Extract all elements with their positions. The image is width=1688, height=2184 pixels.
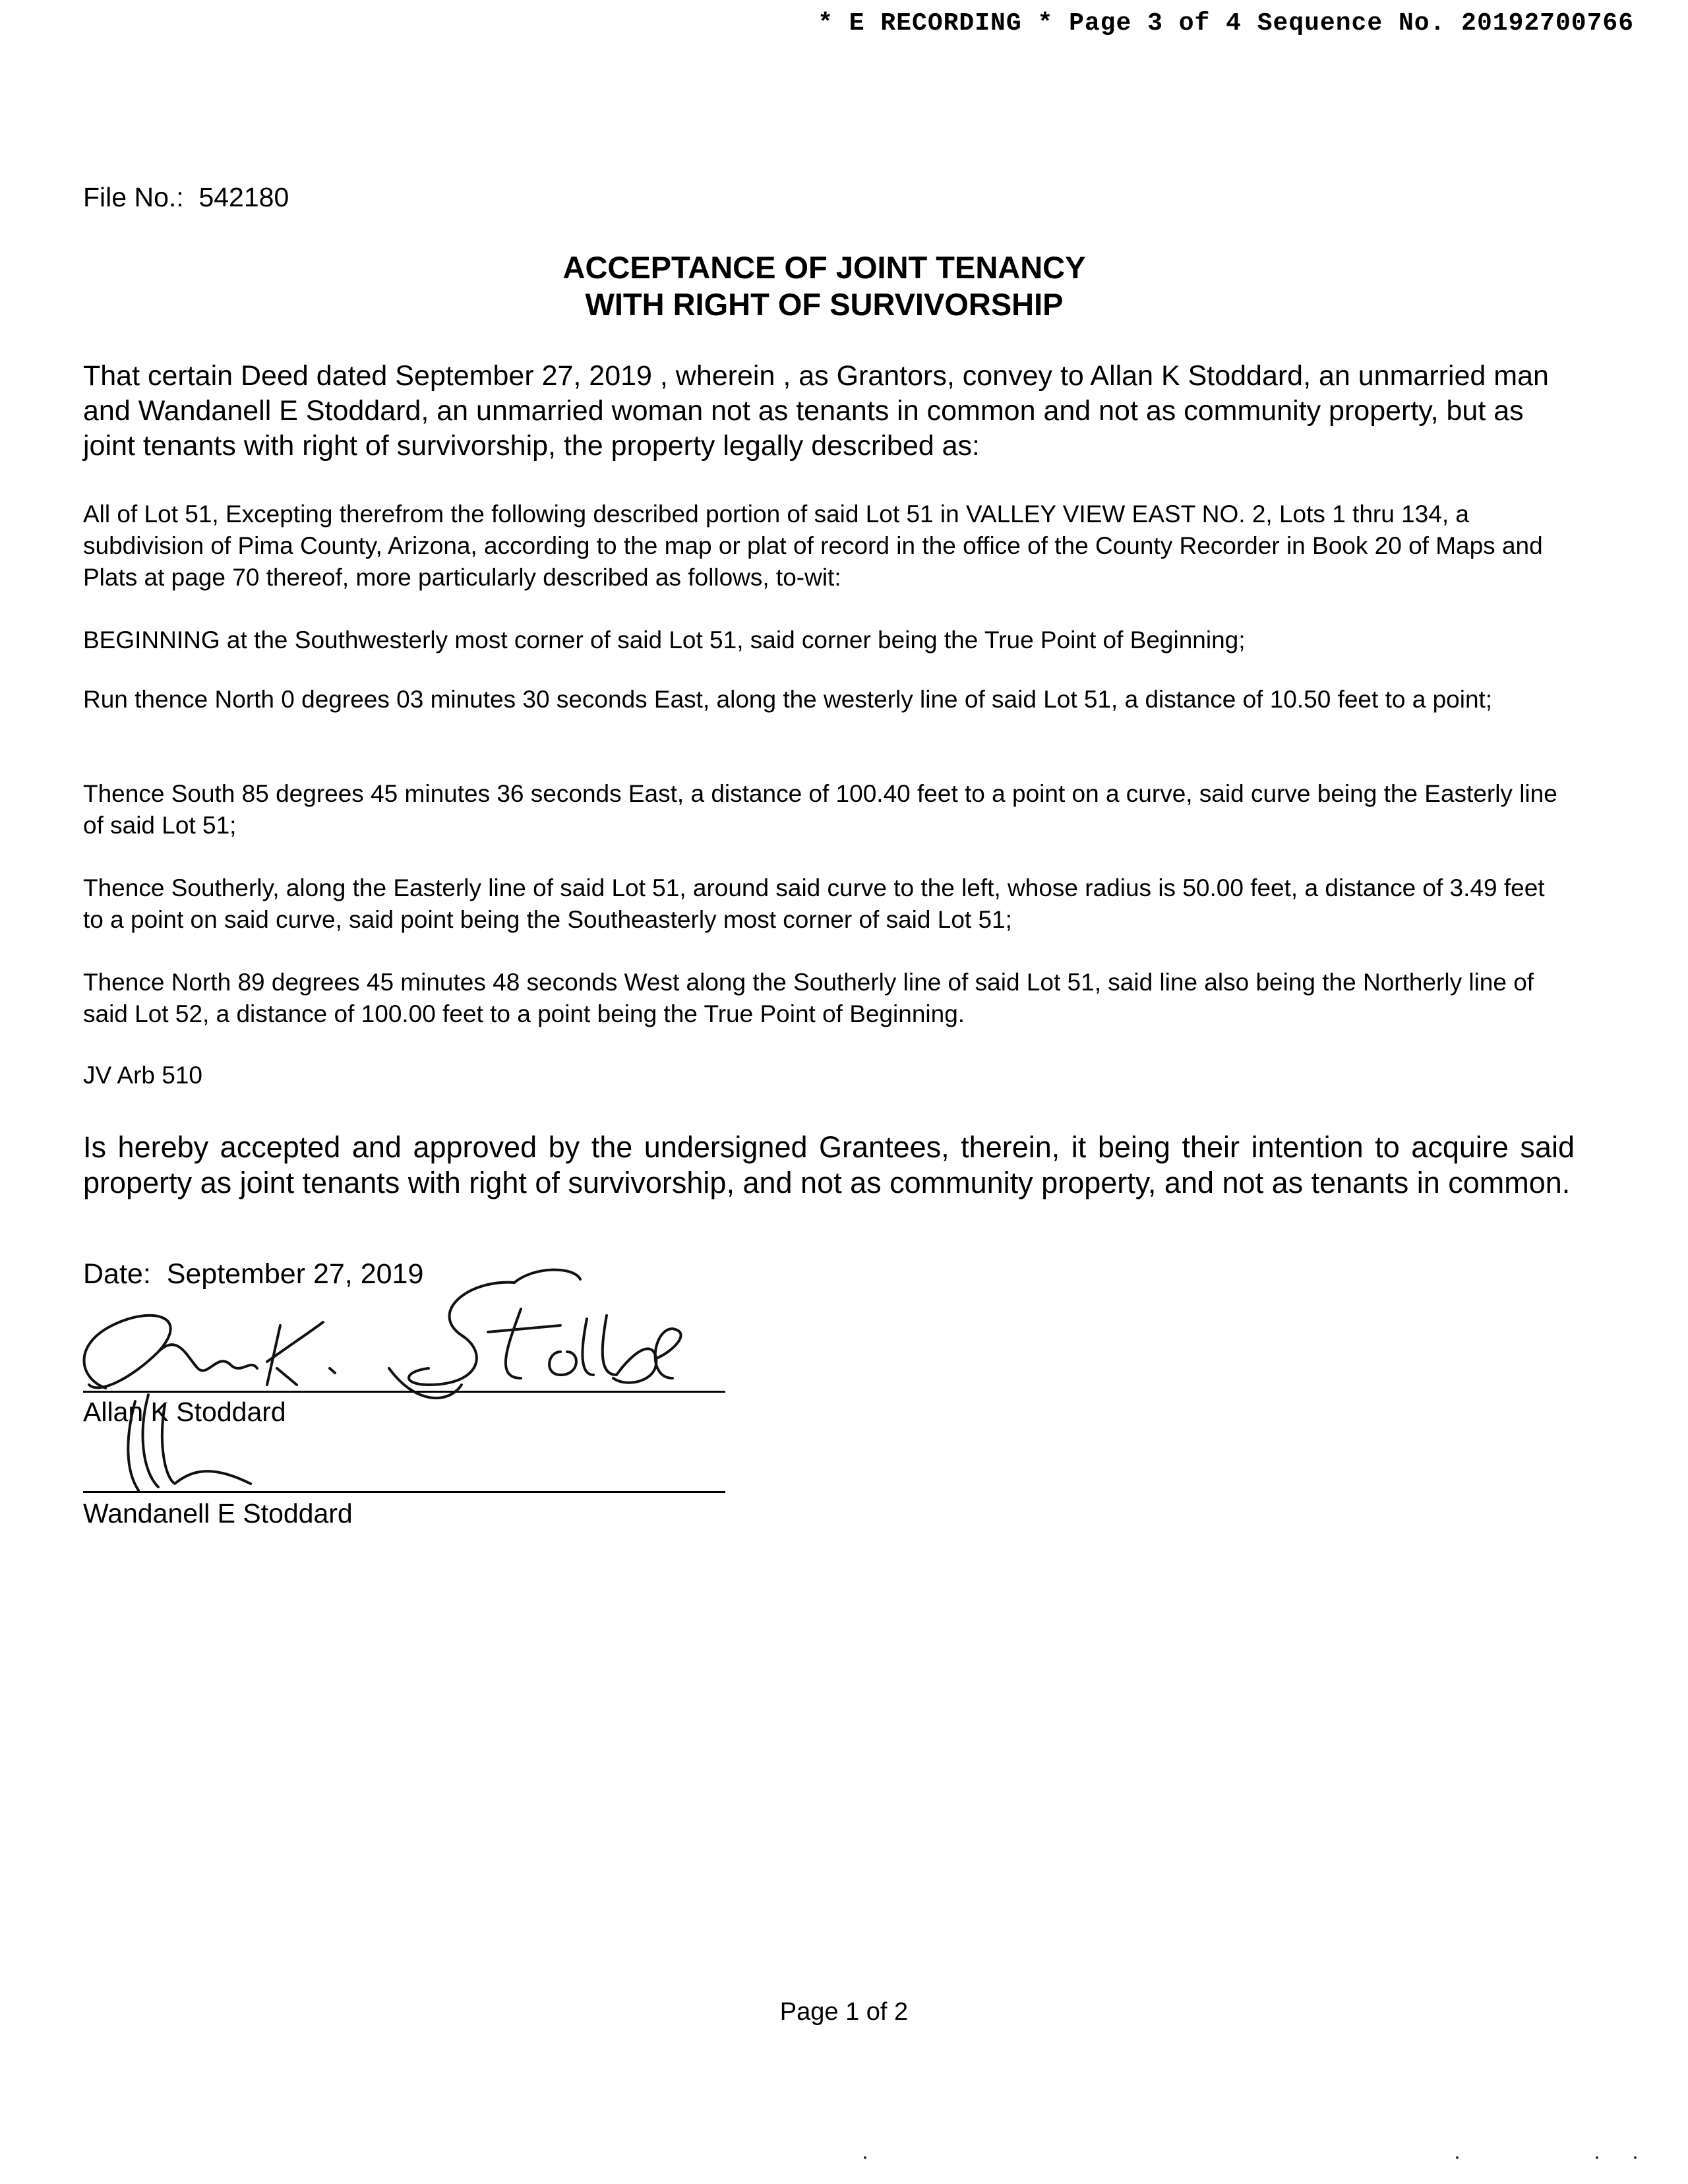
signature-stroke xyxy=(267,1322,323,1385)
date-value: September 27, 2019 xyxy=(166,1258,424,1290)
file-number-value: 542180 xyxy=(198,182,289,212)
legal-paragraph: Run thence North 0 degrees 03 minutes 30 seconds East, along the westerly line of said Lot 51, a distance of 10.50 feet to a point; xyxy=(83,686,1493,713)
legal-paragraph: BEGINNING at the Southwesterly most corner of said Lot 51, said corner being the True Point of Beginning; xyxy=(83,626,1246,653)
signature-stroke xyxy=(330,1368,335,1373)
scan-artifact xyxy=(864,2156,866,2159)
acceptance-paragraph: Is hereby accepted and approved by the undersigned Grantees, therein, it being their intention to acquire said property as joint tenants with right of survivorship, and not as community property, and not as tenants in common. xyxy=(83,1130,1575,1199)
legal-paragraph: Thence North 89 degrees 45 minutes 48 seconds West along the Southerly line of said Lot 51, said line also being the Northerly line of said Lot 52, a distance of 100.00 feet to a point being the True Point of Beginning. xyxy=(83,969,1534,1027)
title-line-1: ACCEPTANCE OF JOINT TENANCY xyxy=(562,250,1086,285)
scan-artifact xyxy=(1596,2156,1598,2159)
document-title xyxy=(0,249,1648,323)
intro-paragraph: That certain Deed dated September 27, 2019 , wherein , as Grantors, convey to Allan K Stoddard, an unmarried man and Wandanell E Stoddard, an unmarried woman not as tenants in common and not as community property, but as joint tenants with right of survivorship, the property legally described as: xyxy=(83,360,1549,462)
scan-artifact xyxy=(1456,2156,1459,2159)
title-line-2: WITH RIGHT OF SURVIVORSHIP xyxy=(585,287,1064,322)
signature-stroke xyxy=(655,1329,681,1378)
file-number-label: File No.: xyxy=(83,182,184,212)
signature-stroke xyxy=(549,1316,656,1383)
signature-stroke xyxy=(158,1345,257,1370)
signature-stroke xyxy=(409,1283,514,1385)
scan-artifact xyxy=(1634,2156,1637,2159)
legal-reference: JV Arb 510 xyxy=(83,1062,203,1089)
signature-stroke xyxy=(514,1270,580,1283)
signer-name-1: Allan K Stoddard xyxy=(83,1397,286,1427)
legal-paragraph: Thence South 85 degrees 45 minutes 36 seconds East, a distance of 100.40 feet to a point on a curve, said curve being the Easterly line of said Lot 51; xyxy=(83,780,1557,839)
legal-paragraph: Thence Southerly, along the Easterly line of said Lot 51, around said curve to the left, whose radius is 50.00 feet, a distance of 3.49 feet to a point on said curve, said point being the Southeasterly most corner of said Lot 51; xyxy=(83,874,1545,933)
signature-stroke xyxy=(128,1395,251,1490)
signer-name-2: Wandanell E Stoddard xyxy=(83,1498,353,1529)
handwritten-signatures xyxy=(59,1253,706,1517)
recording-header: * E RECORDING * Page 3 of 4 Sequence No. 20192700766 xyxy=(818,9,1634,38)
file-number xyxy=(83,182,289,213)
page-number: Page 1 of 2 xyxy=(779,1998,909,2026)
date-label: Date: xyxy=(83,1258,151,1290)
legal-paragraph: All of Lot 51, Excepting therefrom the following described portion of said Lot 51 in VALLEY VIEW EAST NO. 2, Lots 1 thru 134, a subdivision of Pima County, Arizona, according to the map or plat of record in the office of the County Recorder in Book 20 of Maps and Plats at page 70 thereof, more particularly described as follows, to-wit: xyxy=(83,501,1543,591)
